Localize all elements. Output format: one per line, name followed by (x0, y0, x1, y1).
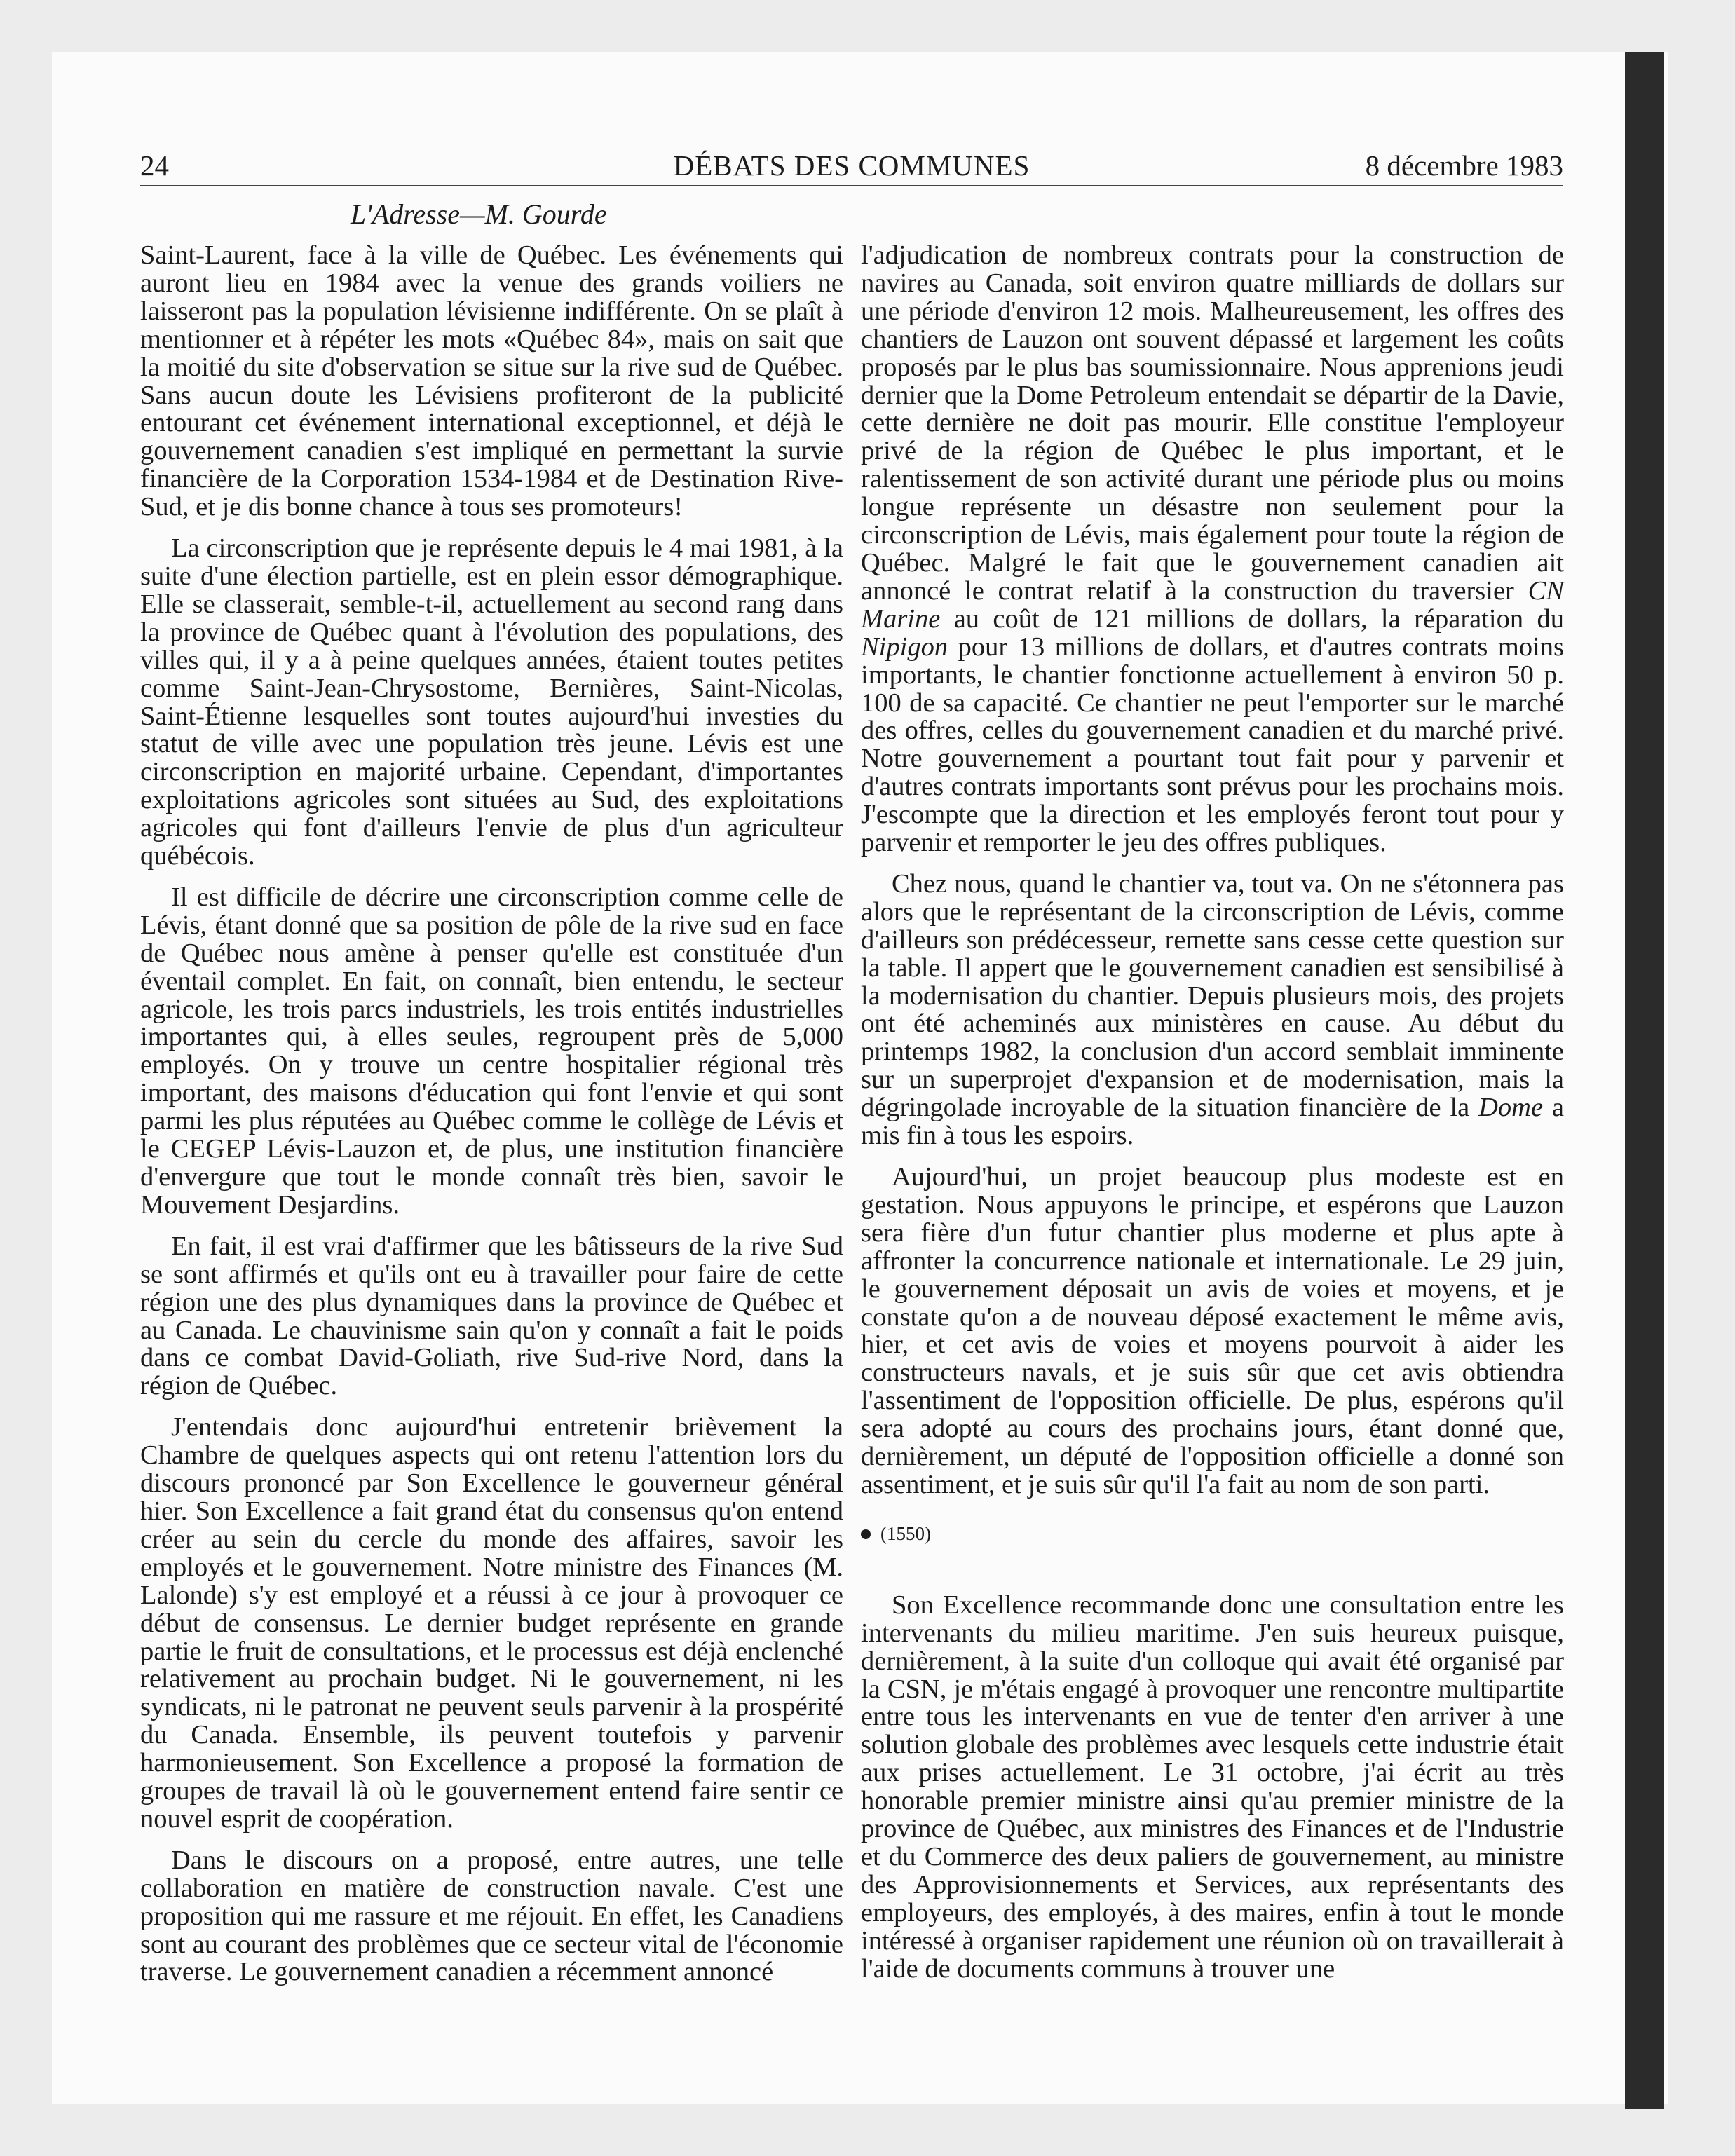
left-column (140, 242, 843, 2000)
text-run: au coût de 121 millions de dollars, la réparation du (940, 603, 1564, 634)
publication-title: DÉBATS DES COMMUNES (673, 149, 1030, 182)
text-run: Chez nous, quand le chantier va, tout va. On ne s'étonnera pas alors que le représentant de la circonscription de Lévis, comme d'ailleurs son prédécesseur, remette sans cesse cette question sur la table. Il appert que le gouvernement canadien est sensibilisé à la modernisation du chantier. Depuis plusieurs mois, des projets ont été acheminés aux ministères en cause. Au début du printemps 1982, la conclusion d'un accord semblait imminente sur un superprojet d'expansion et de modernisation, mais la dégringolade incroyable de la situation financière de la (861, 868, 1564, 1123)
scan-edge (1625, 52, 1664, 2109)
text-run: a mis fin à tous les espoirs. (861, 1093, 1564, 1151)
paragraph (861, 242, 1564, 857)
paragraph: J'entendais donc aujourd'hui entretenir brièvement la Chambre de quelques aspects qui ont retenu l'attention lors du discours prononcé par Son Excellence le gouverneur général hier. Son Excellence a fait grand état du consensus qu'on entend créer au sein du cercle du monde des affaires, savoir les employés et le gouvernement. Notre ministre des Finances (M. Lalonde) s'y est employé et a réussi à ce jour à provoquer ce début de consensus. Le dernier budget représente en grande partie le fruit de consultations, et le processus est déjà enclenché relativement au prochain budget. Ni le gouvernement, ni les syndicats, ni le patronat ne peuvent seuls parvenir à la prospérité du Canada. Ensemble, ils peuvent toutefois y parvenir harmonieusement. Son Excellence a proposé la formation de groupes de travail là où le gouvernement entend faire sentir ce nouvel esprit de coopération. (140, 1412, 843, 1834)
paragraph: Dans le discours on a proposé, entre autres, une telle collaboration en matière de construction navale. C'est une proposition qui me rassure et me réjouit. En effet, les Canadiens sont au courant des problèmes que ce secteur vital de l'économie traverse. Le gouvernement canadien a récemment annoncé (140, 1845, 843, 1987)
time-marker-label: (1550) (880, 1522, 931, 1544)
paragraph: Saint-Laurent, face à la ville de Québec. Les événements qui auront lieu en 1984 avec la venue des grands voiliers ne laisseront pas la population lévisienne indifférente. On se plaît à mentionner et à répéter les mots «Québec 84», mais on sait que la moitié du site d'observation se situe sur la rive sud de Québec. Sans aucun doute les Lévisiens profiteront de la publicité entourant cet événement international exceptionnel, et déjà le gouvernement canadien s'est impliqué en permettant la survie financière de la Corporation 1534-1984 et de Destination Rive-Sud, et je dis bonne chance à tous ses promoteurs! (140, 240, 843, 522)
page-header (140, 149, 1563, 186)
paragraph: Son Excellence recommande donc une consultation entre les intervenants du milieu maritime. J'en suis heureux puisque, dernièrement, à la suite d'un colloque qui avait été organisé par la CSN, je m'étais engagé à provoquer une rencontre multipartite entre tous les intervenants en vue de tenter d'en arriver à une solution globale des problèmes avec lesquels cette industrie était aux prises actuellement. Le 31 octobre, j'ai écrit au très honorable premier ministre ainsi qu'au premier ministre de la province de Québec, aux ministres des Finances et de l'Industrie et du Commerce des deux paliers de gouvernement, au ministre des Approvisionnements et Services, aux représentants des employeurs, des employés, à des maires, enfin à tout le monde intéressé à organiser rapidement une réunion où on travaillerait à l'aide de documents communs à trouver une (861, 1590, 1564, 1984)
text-run: l'adjudication de nombreux contrats pour la construction de navires au Canada, soit environ quatre milliards de dollars sur une période d'environ 12 mois. Malheureusement, les offres des chantiers de Lauzon ont souvent dépassé et largement les coûts proposés par le plus bas soumissionnaire. Nous apprenions jeudi dernier que la Dome Petroleum entendait se départir de la Davie, cette dernière ne doit pas mourir. Elle constitue l'employeur privé de la région de Québec le plus important, et le ralentissement de son activité durant une période plus ou moins longue représente un désastre non seulement pour la circonscription de Lévis, mais également pour toute la région de Québec. Malgré le fait que le gouvernement canadien ait annoncé le contrat relatif à la construction du traversier (861, 240, 1564, 606)
section-rubric: L'Adresse—M. Gourde (351, 198, 607, 230)
company-name: Dome (1478, 1093, 1544, 1123)
paragraph: Aujourd'hui, un projet beaucoup plus modeste est en gestation. Nous appuyons le principe, et espérons que Lauzon sera fière d'un futur chantier plus moderne et plus apte à affronter la concurrence nationale et internationale. Le 29 juin, le gouvernement déposait un avis de voies et moyens, et je constate qu'on a de nouveau déposé exactement le même avis, hier, et cet avis de voies et moyens pourvoit à aider les constructeurs navals, et je suis sûr que cet avis obtiendra l'assentiment de l'opposition officielle. De plus, espérons qu'il sera adopté au cours des prochains jours, étant donné que, dernièrement, un député de l'opposition officielle a donné son assentiment, et je suis sûr qu'il l'a fait au nom de son parti. (861, 1162, 1564, 1499)
paragraph: En fait, il est vrai d'affirmer que les bâtisseurs de la rive Sud se sont affirmés et qu'ils ont eu à travailler pour faire de cette région une des plus dynamiques dans la province de Québec et au Canada. Le chauvinisme sain qu'on y connaît a fait le poids dans ce combat David-Goliath, rive Sud-rive Nord, dans la région de Québec. (140, 1231, 843, 1401)
right-column (861, 242, 1564, 1996)
paragraph: Il est difficile de décrire une circonscription comme celle de Lévis, étant donné que sa position de pôle de la rive sud en face de Québec nous amène à penser qu'elle est constituée d'un éventail complet. En fait, on connaît, bien entendu, le secteur agricole, les trois parcs industriels, les trois entités industrielles importantes qui, à elles seules, regroupent près de 5,000 employés. On y trouve un centre hospitalier régional très important, des maisons d'éducation qui font l'envie et qui sont parmi les plus réputées au Québec comme le collège de Lévis et le CEGEP Lévis-Lauzon et, de plus, une institution financière d'envergure que tout le monde connaît très bien, savoir le Mouvement Desjardins. (140, 882, 843, 1220)
publication-date: 8 décembre 1983 (1365, 149, 1563, 182)
page-number: 24 (140, 149, 169, 182)
text-run: pour 13 millions de dollars, et d'autres contrats moins importants, le chantier fonctionne actuellement à environ 50 p. 100 de sa capacité. Ce chantier ne peut l'emporter sur le marché des offres, celles du gouvernement canadien et du marché privé. Notre gouvernement a pourtant tout fait pour y parvenir et d'autres contrats importants sont prévus pour les prochains mois. J'escompte que la direction et les employés feront tout pour y parvenir et remporter le jeu des offres publiques. (861, 632, 1564, 858)
bullet-icon (861, 1529, 871, 1539)
paragraph (861, 868, 1564, 1151)
ship-name: Nipigon (861, 632, 948, 662)
time-marker (861, 1520, 1564, 1548)
paragraph: La circonscription que je représente depuis le 4 mai 1981, à la suite d'une élection partielle, est en plein essor démographique. Elle se classerait, semble-t-il, actuellement au second rang dans la province de Québec quant à l'évolution des populations, des villes qui, il y a à peine quelques années, étaient toutes petites comme Saint-Jean-Chrysostome, Bernières, Saint-Nicolas, Saint-Étienne lesquelles sont toutes aujourd'hui investies du statut de ville avec une population très jeune. Lévis est une circonscription en majorité urbaine. Cependant, d'importantes exploitations agricoles sont situées au Sud, des exploitations agricoles qui font d'ailleurs l'envie de plus d'un agriculteur québécois. (140, 533, 843, 871)
ship-name: CN Marine (861, 575, 1564, 634)
